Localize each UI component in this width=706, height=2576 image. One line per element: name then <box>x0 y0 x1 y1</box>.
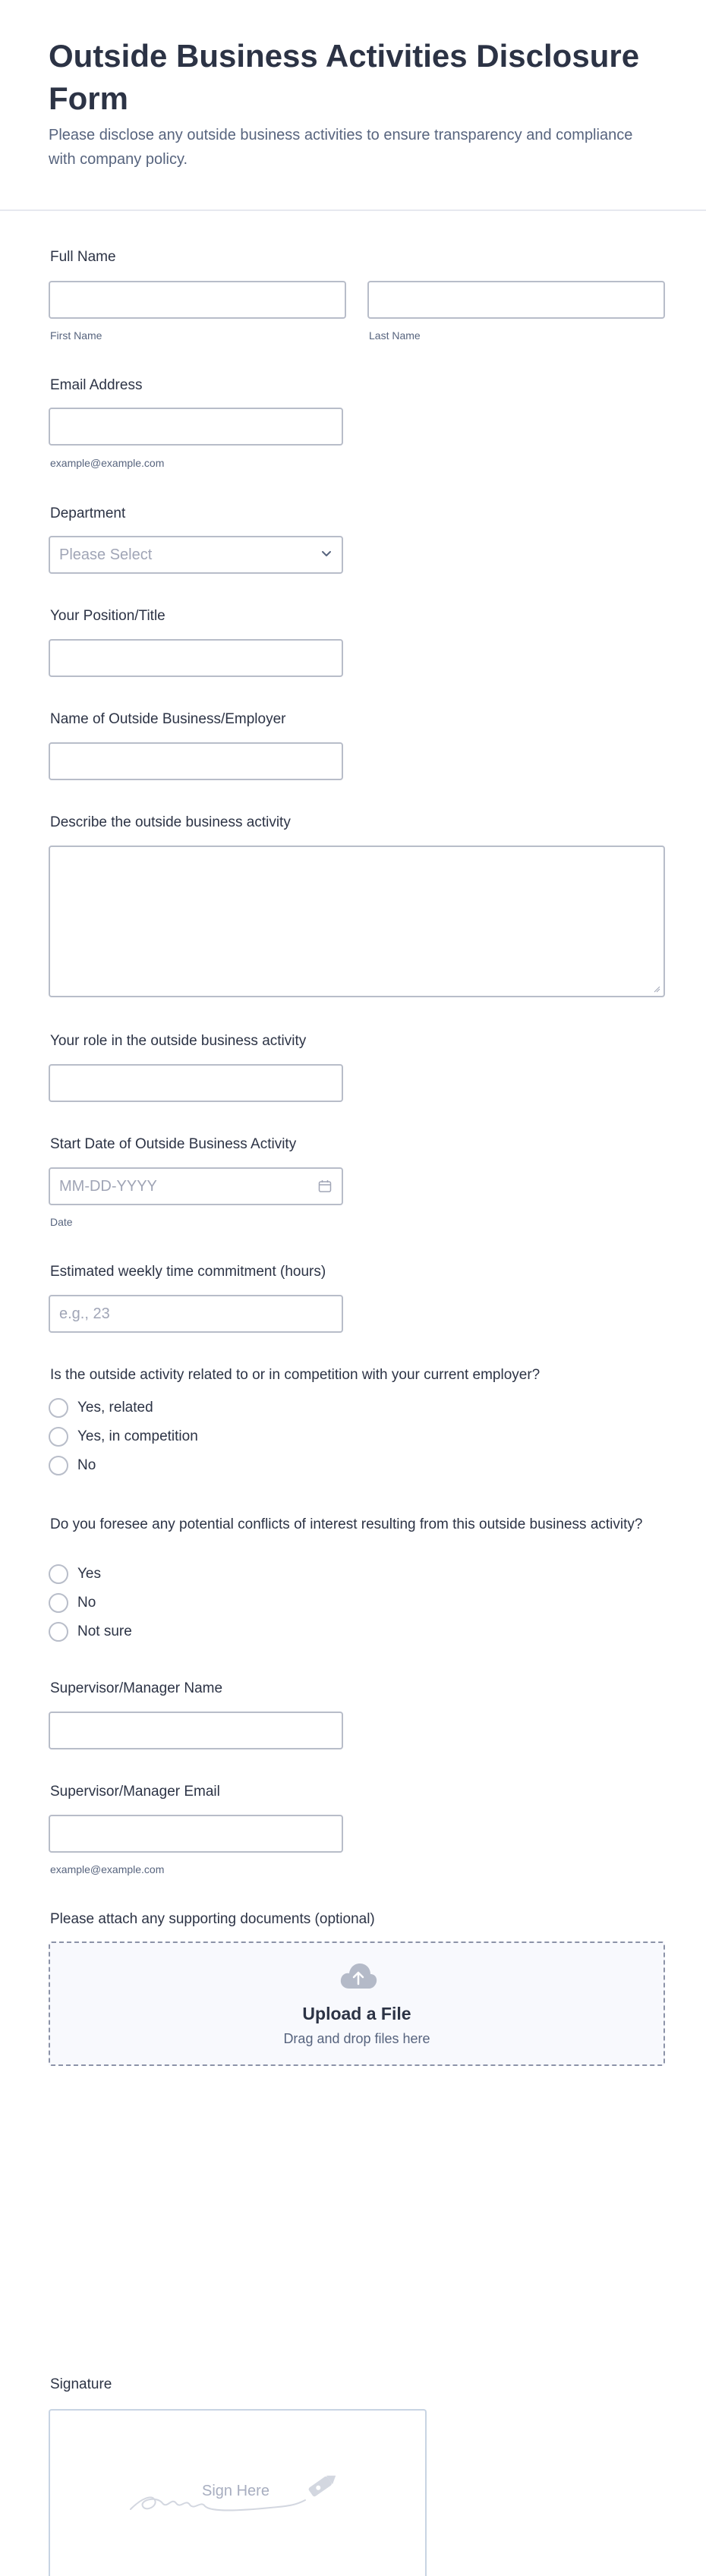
cloud-upload-icon <box>339 1961 378 1992</box>
radio-option-label: Yes, in competition <box>77 1428 198 1444</box>
attachments-label: Please attach any supporting documents (optional) <box>50 1911 375 1927</box>
file-upload-dropzone[interactable] <box>49 1941 665 2066</box>
radio-button[interactable] <box>49 1622 68 1642</box>
signature-placeholder: Sign Here <box>202 2483 269 2499</box>
department-select-value: Please Select <box>59 546 153 563</box>
last-name-input[interactable] <box>367 281 665 319</box>
position-input[interactable] <box>49 639 343 677</box>
supervisor-name-input[interactable] <box>49 1712 343 1749</box>
upload-subtitle: Drag and drop files here <box>283 2031 430 2046</box>
radio-button[interactable] <box>49 1427 68 1447</box>
department-select[interactable] <box>49 536 343 574</box>
radio-button[interactable] <box>49 1456 68 1475</box>
first-name-sublabel: First Name <box>50 329 102 342</box>
radio-option-label: Not sure <box>77 1623 132 1639</box>
radio-option-label: Yes <box>77 1566 101 1582</box>
signature-label: Signature <box>50 2376 112 2392</box>
email-input[interactable] <box>49 408 343 446</box>
radio-option-label: No <box>77 1595 96 1611</box>
outside-employer-label: Name of Outside Business/Employer <box>50 711 286 727</box>
department-label: Department <box>50 505 126 521</box>
full-name-label: Full Name <box>50 249 116 265</box>
radio-button[interactable] <box>49 1398 68 1418</box>
resize-handle-icon[interactable] <box>653 985 660 993</box>
position-label: Your Position/Title <box>50 608 165 624</box>
conflicts-question-label: Do you foresee any potential conflicts of interest resulting from this outside business activity? <box>50 1516 643 1532</box>
weekly-hours-input[interactable] <box>49 1295 343 1333</box>
start-date-label: Start Date of Outside Business Activity <box>50 1136 297 1152</box>
email-label: Email Address <box>50 377 143 393</box>
form-header <box>0 0 706 211</box>
email-sublabel: example@example.com <box>50 457 165 469</box>
last-name-sublabel: Last Name <box>369 329 421 342</box>
supervisor-name-label: Supervisor/Manager Name <box>50 1680 223 1696</box>
radio-option-label: Yes, related <box>77 1400 153 1416</box>
supervisor-email-sublabel: example@example.com <box>50 1863 165 1875</box>
form-subtitle: Please disclose any outside business activities to ensure transparency and compliance with company policy. <box>49 127 633 168</box>
activity-description-label: Describe the outside business activity <box>50 814 291 830</box>
first-name-input[interactable] <box>49 281 346 319</box>
supervisor-email-label: Supervisor/Manager Email <box>50 1784 220 1800</box>
chevron-down-icon <box>320 547 333 559</box>
radio-button[interactable] <box>49 1593 68 1613</box>
signature-pad[interactable] <box>49 2409 427 2576</box>
calendar-icon[interactable] <box>317 1179 333 1194</box>
activity-description-textarea[interactable] <box>49 846 665 997</box>
role-input[interactable] <box>49 1064 343 1102</box>
supervisor-email-input[interactable] <box>49 1815 343 1853</box>
radio-button[interactable] <box>49 1564 68 1584</box>
role-label: Your role in the outside business activity <box>50 1033 307 1049</box>
related-question-label: Is the outside activity related to or in competition with your current employer? <box>50 1367 541 1383</box>
upload-title: Upload a File <box>302 2004 411 2023</box>
outside-employer-input[interactable] <box>49 742 343 780</box>
weekly-hours-label: Estimated weekly time commitment (hours) <box>50 1264 326 1280</box>
start-date-sublabel: Date <box>50 1216 73 1228</box>
page-title: Outside Business Activities Disclosure Form <box>49 38 640 116</box>
radio-option-label: No <box>77 1457 96 1473</box>
start-date-input[interactable] <box>49 1167 343 1205</box>
